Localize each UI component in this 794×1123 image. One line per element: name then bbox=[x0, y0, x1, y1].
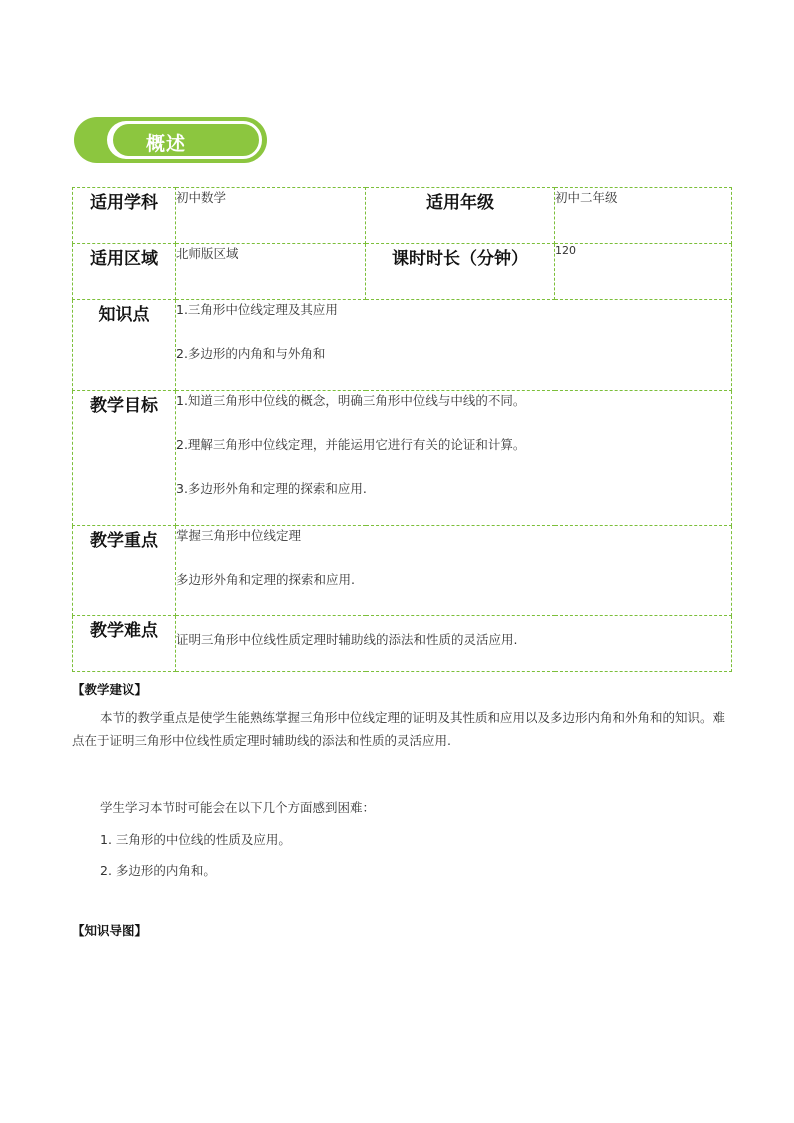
subject-label: 适用学科 bbox=[73, 188, 176, 244]
table-row bbox=[73, 526, 732, 616]
table-row bbox=[73, 616, 732, 672]
advice-intro: 学生学习本节时可能会在以下几个方面感到困难： bbox=[100, 800, 376, 815]
knowledge-item: 1.三角形中位线定理及其应用 bbox=[176, 302, 338, 317]
advice-item: 1. 三角形的中位线的性质及应用。 bbox=[100, 832, 291, 847]
section-banner bbox=[74, 117, 267, 163]
knowledge-content bbox=[176, 300, 732, 391]
knowledge-label: 知识点 bbox=[73, 300, 176, 391]
goal-item: 2.理解三角形中位线定理，并能运用它进行有关的论证和计算。 bbox=[176, 437, 526, 452]
advice-heading: 【教学建议】 bbox=[72, 682, 148, 697]
goal-item: 1.知道三角形中位线的概念，明确三角形中位线与中线的不同。 bbox=[176, 393, 526, 408]
advice-paragraph: 本节的教学重点是使学生能熟练掌握三角形中位线定理的证明及其性质和应用以及多边形内角和外角和的知识。难点在于证明三角形中位线性质定理时辅助线的添法和性质的灵活应用. bbox=[72, 710, 726, 748]
table-row bbox=[73, 244, 732, 300]
difficulty-label: 教学难点 bbox=[73, 616, 176, 672]
key-item: 掌握三角形中位线定理 bbox=[176, 528, 302, 543]
advice-item: 2. 多边形的内角和。 bbox=[100, 863, 216, 878]
region-label: 适用区域 bbox=[73, 244, 176, 300]
key-content bbox=[176, 526, 732, 616]
overview-table bbox=[72, 187, 732, 672]
grade-label: 适用年级 bbox=[366, 188, 555, 244]
goal-item: 3.多边形外角和定理的探索和应用. bbox=[176, 481, 367, 496]
knowledge-item: 2.多边形的内角和与外角和 bbox=[176, 346, 326, 361]
table-row bbox=[73, 188, 732, 244]
key-item: 多边形外角和定理的探索和应用. bbox=[176, 572, 355, 587]
subject-value: 初中数学 bbox=[176, 188, 366, 244]
key-label: 教学重点 bbox=[73, 526, 176, 616]
difficulty-content bbox=[176, 616, 732, 672]
difficulty-item: 证明三角形中位线性质定理时辅助线的添法和性质的灵活应用. bbox=[176, 632, 518, 647]
goals-label: 教学目标 bbox=[73, 391, 176, 526]
table-row bbox=[73, 300, 732, 391]
goals-content bbox=[176, 391, 732, 526]
table-row bbox=[73, 391, 732, 526]
region-value: 北师版区域 bbox=[176, 244, 366, 300]
banner-title: 概述 bbox=[146, 133, 187, 155]
duration-label: 课时时长（分钟） bbox=[366, 244, 555, 300]
duration-value: 120 bbox=[555, 244, 732, 300]
grade-value: 初中二年级 bbox=[555, 188, 732, 244]
map-heading: 【知识导图】 bbox=[72, 923, 148, 938]
